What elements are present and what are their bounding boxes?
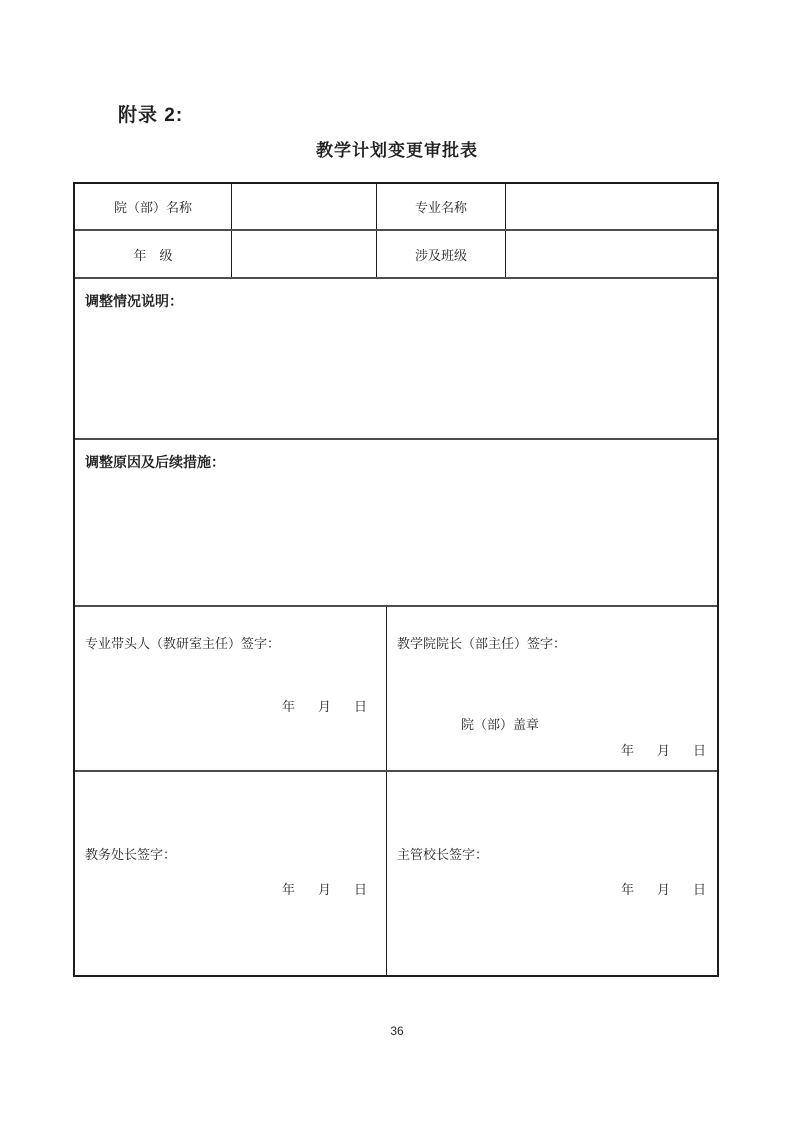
appendix-label: 附录 2:	[118, 105, 184, 126]
vice-president-date-line: 年 月 日	[620, 882, 711, 897]
dean-signature-label: 教学院院长（部主任）签字：	[397, 636, 567, 651]
adjustment-description-label: 调整情况说明：	[85, 295, 183, 310]
info-row-grade	[75, 231, 717, 279]
signature-row-2	[75, 772, 717, 975]
program-leader-date-line: 年 月 日	[281, 699, 372, 714]
academic-affairs-director-date-line: 年 月 日	[281, 882, 372, 897]
dean-date-line: 年 月 日	[620, 743, 711, 758]
program-leader-signature-cell	[75, 607, 387, 770]
vice-president-signature-cell	[387, 772, 717, 975]
adjustment-reason-label: 调整原因及后续措施：	[85, 456, 225, 471]
academic-affairs-director-signature-label: 教务处长签字：	[85, 847, 177, 862]
adjustment-description-row	[75, 279, 717, 440]
major-name-label: 专业名称	[377, 184, 506, 229]
approval-form-table	[73, 182, 719, 977]
adjustment-description-section	[75, 279, 717, 438]
grade-value	[232, 231, 377, 277]
dean-signature-cell	[387, 607, 717, 770]
department-stamp-label: 院（部）盖章	[461, 717, 540, 732]
involved-classes-value	[506, 231, 717, 277]
involved-classes-label: 涉及班级	[377, 231, 506, 277]
department-name-value	[232, 184, 377, 229]
adjustment-reason-row	[75, 440, 717, 607]
vice-president-signature-label: 主管校长签字：	[397, 847, 489, 862]
signature-row-1	[75, 607, 717, 772]
adjustment-reason-section	[75, 440, 717, 605]
info-row-department	[75, 184, 717, 231]
department-name-label: 院（部）名称	[75, 184, 232, 229]
page-number: 36	[390, 1024, 404, 1038]
academic-affairs-director-signature-cell	[75, 772, 387, 975]
grade-label: 年 级	[75, 231, 232, 277]
major-name-value	[506, 184, 717, 229]
page-title: 教学计划变更审批表	[316, 141, 478, 160]
program-leader-signature-label: 专业带头人（教研室主任）签字：	[85, 636, 281, 651]
